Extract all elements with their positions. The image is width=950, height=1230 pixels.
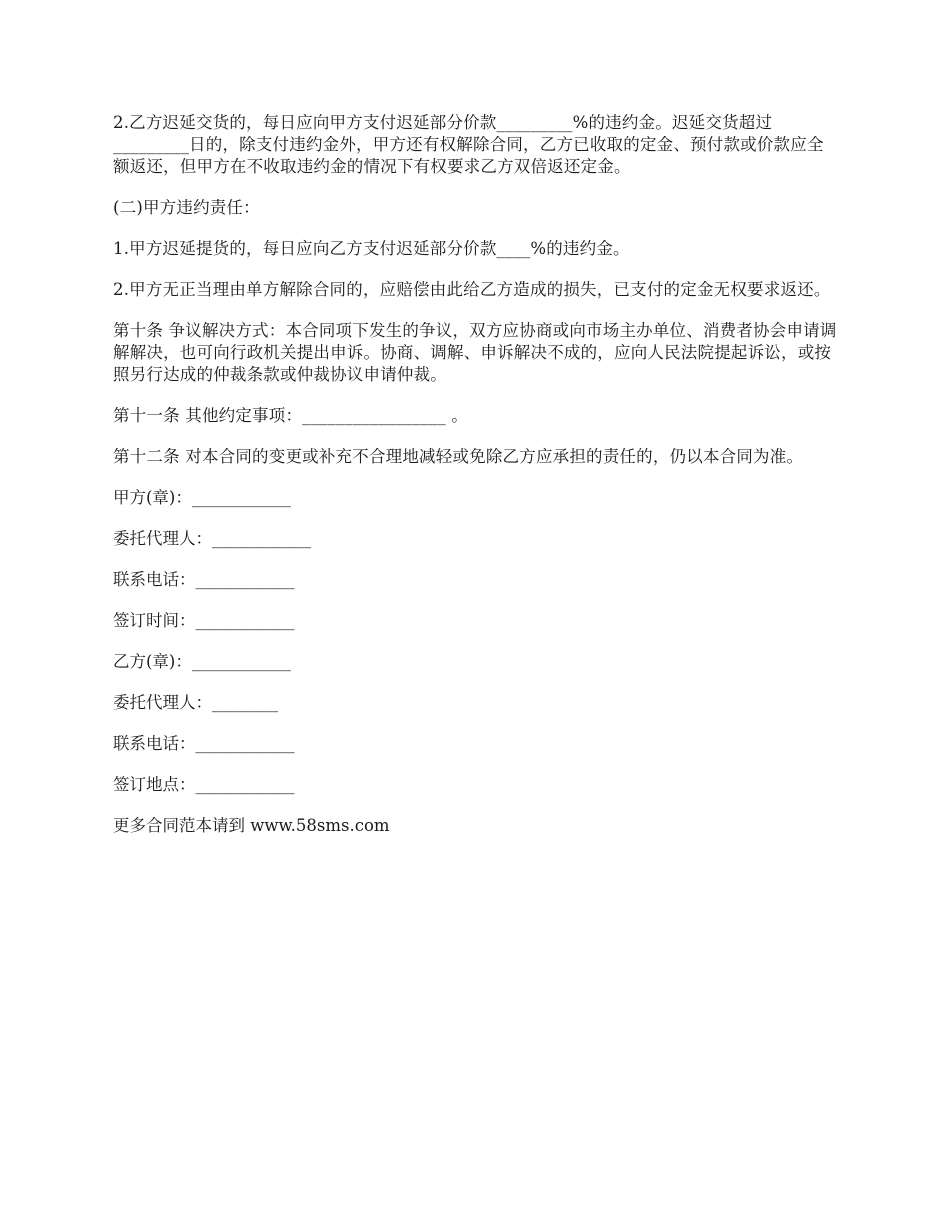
party-a-seal-field: 甲方(章)：____________ [113, 488, 291, 507]
article-12-amendments: 第十二条 对本合同的变更或补充不合理地减轻或免除乙方应承担的责任的，仍以本合同为准。 [113, 447, 804, 466]
signing-date-field: 签订时间：____________ [113, 611, 295, 630]
party-a-agent-field: 委托代理人：____________ [113, 529, 311, 548]
footer-website-note: 更多合同范本请到 www.58sms.com [113, 816, 390, 835]
contract-page [113, 112, 839, 856]
section-heading-buyer-liability: (二)甲方违约责任： [113, 198, 260, 217]
clause-buyer-late-pickup: 1.甲方迟延提货的，每日应向乙方支付迟延部分价款____%的违约金。 [113, 239, 630, 258]
party-b-seal-field: 乙方(章)：____________ [113, 652, 291, 671]
article-10-dispute-resolution: 第十条 争议解决方式：本合同项下发生的争议，双方应协商或向市场主办单位、消费者协会申请调解解决，也可向行政机关提出申诉。协商、调解、申诉解决不成的，应向人民法院提起诉讼，或按照另行达成的仲裁条款或仲裁协议申请仲裁。 [113, 321, 837, 384]
clause-seller-late-delivery: 2.乙方迟延交货的，每日应向甲方支付迟延部分价款_________%的违约金。迟延交货超过_________日的，除支付违约金外，甲方还有权解除合同，乙方已收取的定金、预付款或价款应全额返还，但甲方在不收取违约金的情况下有权要求乙方双倍返还定金。 [113, 113, 824, 176]
party-a-phone-field: 联系电话：____________ [113, 570, 295, 589]
signing-place-field: 签订地点：____________ [113, 775, 295, 794]
article-11-other-matters: 第十一条 其他约定事项：_________________ 。 [113, 406, 468, 425]
party-b-agent-field: 委托代理人：________ [113, 693, 278, 712]
clause-buyer-termination: 2.甲方无正当理由单方解除合同的，应赔偿由此给乙方造成的损失，已支付的定金无权要求返还。 [113, 280, 831, 299]
party-b-phone-field: 联系电话：____________ [113, 734, 295, 753]
